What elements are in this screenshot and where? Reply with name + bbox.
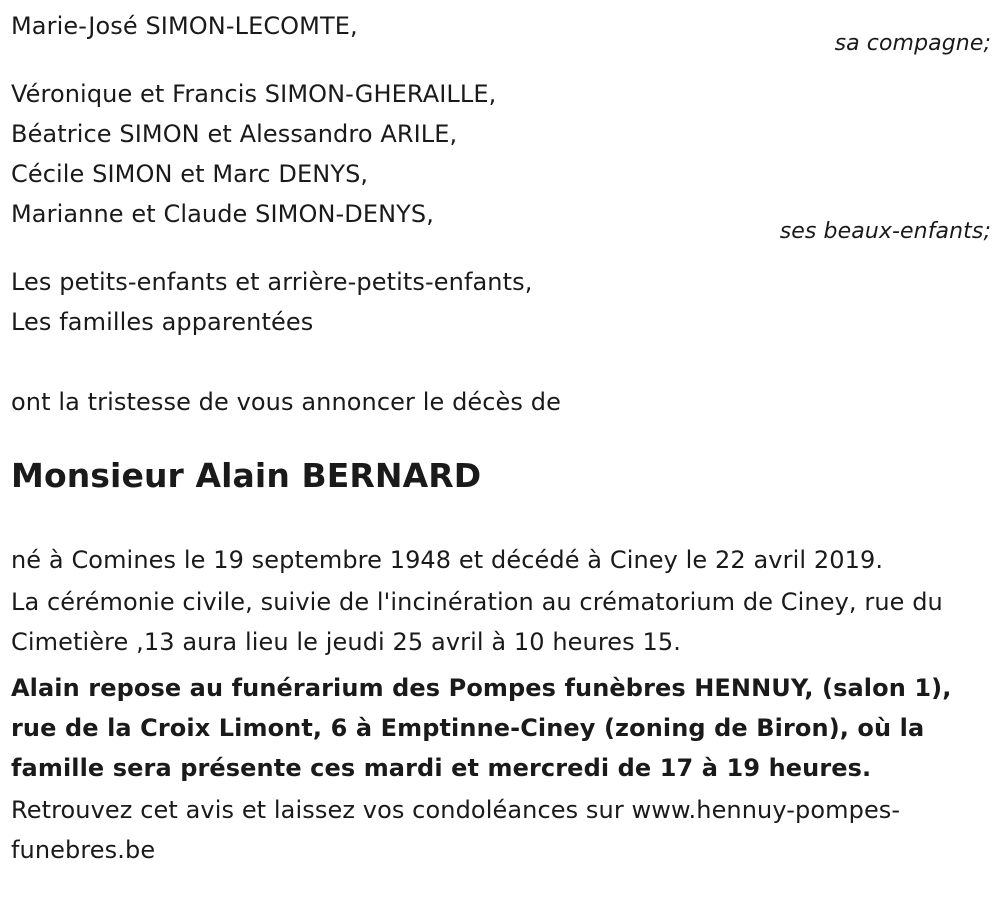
announcement-text: ont la tristesse de vous annoncer le décès de	[11, 388, 561, 416]
stepchildren-role: ses beaux-enfants;	[779, 219, 991, 244]
birth-death-text: né à Comines le 19 septembre 1948 et décédé à Ciney le 22 avril 2019.	[11, 546, 884, 574]
ceremony-text: La cérémonie civile, suivie de l'incinération au crématorium de Ciney, rue du Cimetière ,13 aura lieu le jeudi 25 avril à 10 heures 15.	[11, 588, 943, 656]
stepchild-3: Cécile SIMON et Marc DENYS,	[11, 160, 369, 188]
partner-role: sa compagne;	[834, 31, 991, 56]
deceased-name: Monsieur Alain BERNARD	[11, 456, 482, 495]
relatives-line: Les familles apparentées	[11, 308, 314, 336]
stepchild-4: Marianne et Claude SIMON-DENYS,	[11, 200, 434, 228]
stepchild-2: Béatrice SIMON et Alessandro ARILE,	[11, 120, 458, 148]
partner-name: Marie-José SIMON-LECOMTE,	[11, 12, 358, 40]
obituary-notice	[11, 0, 991, 870]
funerarium-text: Alain repose au funérarium des Pompes funèbres HENNUY, (salon 1), rue de la Croix Limont, 6 à Emptinne-Ciney (zoning de Biron), où la famille sera présente ces mardi et mercredi de 17 à 19 heures.	[11, 674, 952, 782]
condolences-text: Retrouvez cet avis et laissez vos condoléances sur www.hennuy-pompes-funebres.be	[11, 796, 901, 864]
stepchild-1: Véronique et Francis SIMON-GHERAILLE,	[11, 80, 497, 108]
grandchildren-line: Les petits-enfants et arrière-petits-enfants,	[11, 268, 533, 296]
